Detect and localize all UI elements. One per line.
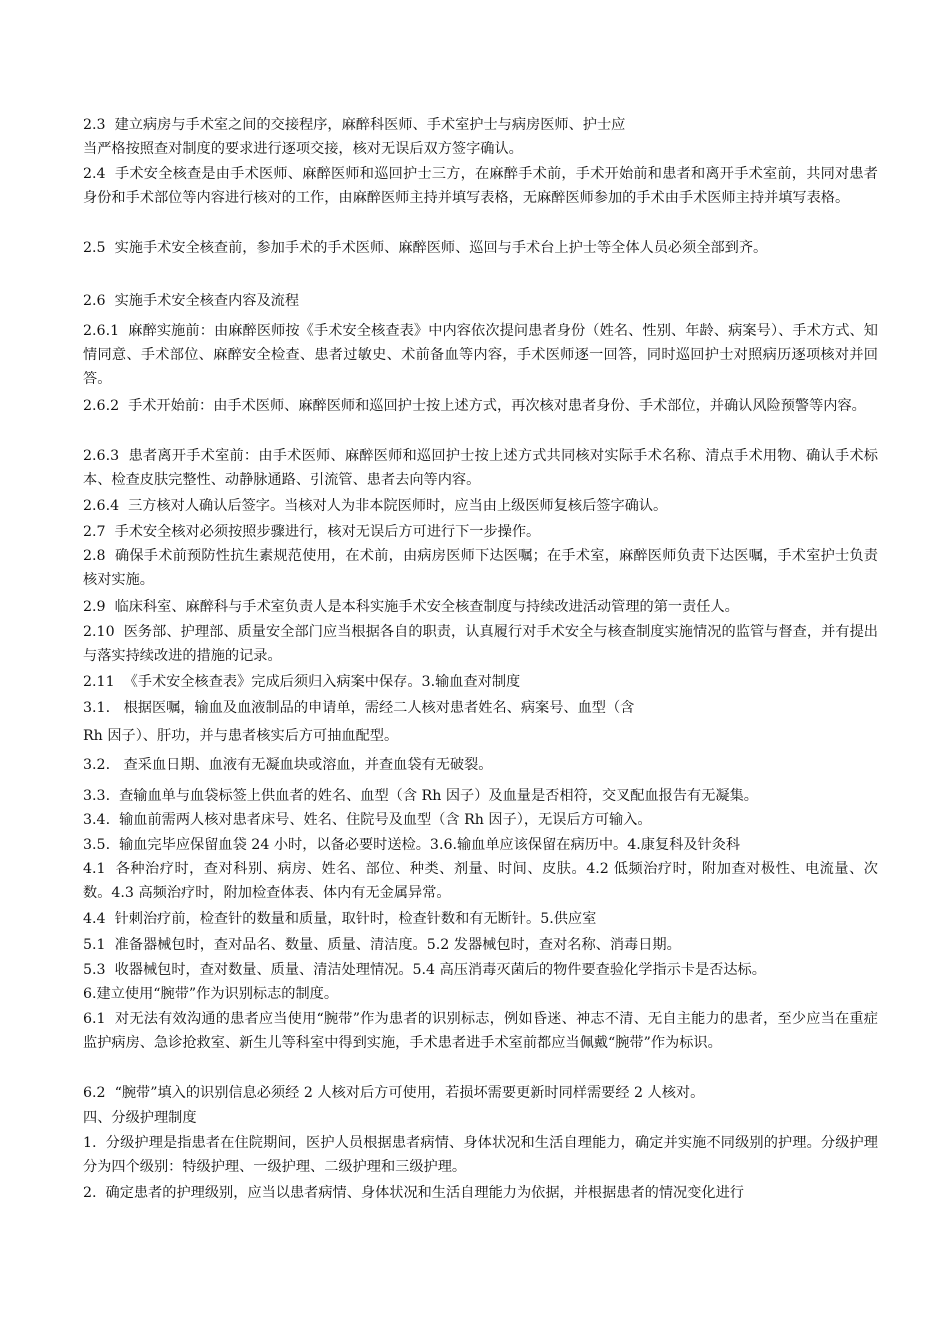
paragraph-2-9: 2.9 临床科室、麻醉科与手术室负责人是本科实施手术安全核查制度与持续改进活动管理的第一责任人。: [83, 599, 739, 615]
paragraph-2-7: 2.7 手术安全核对必须按照步骤进行，核对无误后方可进行下一步操作。: [83, 524, 541, 540]
paragraph-5-3: 5.3 收器械包时，查对数量、质量、清洁处理情况。5.4 高压消毒灭菌后的物件要查验化学指示卡是否达标。: [83, 962, 766, 978]
paragraph-3-5: 3.5. 输血完毕应保留血袋 24 小时，以备必要时送检。3.6.输血单应该保留在病历中。4.康复科及针灸科: [83, 837, 741, 853]
paragraph-4-point-2: 2. 确定患者的护理级别，应当以患者病情、身体状况和生活自理能力为依据，并根据患者的情况变化进行: [83, 1185, 744, 1201]
paragraph-2-10: 2.10 医务部、护理部、质量安全部门应当根据各自的职责，认真履行对手术安全与核查制度实施情况的监管与督查，并有提出与落实持续改进的措施的记录。: [83, 624, 878, 664]
paragraph-2-8: 2.8 确保手术前预防性抗生素规范使用，在术前，由病房医师下达医嘱；在手术室，麻醉医师负责下达医嘱，手术室护士负责核对实施。: [83, 548, 878, 588]
paragraph-3-3: 3.3. 查输血单与血袋标签上供血者的姓名、血型（含 Rh 因子）及血量是否相符，交叉配血报告有无凝集。: [83, 788, 758, 804]
paragraph-2-11: 2.11 《手术安全核查表》完成后须归入病案中保存。3.输血查对制度: [83, 674, 521, 690]
paragraph-5-1: 5.1 准备器械包时，查对品名、数量、质量、清洁度。5.2 发器械包时，查对名称、消毒日期。: [83, 937, 681, 953]
paragraph-4-point-1: 1. 分级护理是指患者在住院期间，医护人员根据患者病情、身体状况和生活自理能力，确定并实施不同级别的护理。分级护理分为四个级别：特级护理、一级护理、二级护理和三级护理。: [83, 1135, 878, 1175]
paragraph-3-2: 3.2. 查采血日期、血液有无凝血块或溶血，并查血袋有无破裂。: [83, 757, 493, 773]
paragraph-3-1-cont: Rh 因子）、肝功，并与患者核实后方可抽血配型。: [83, 728, 399, 744]
paragraph-2-6-3: 2.6.3 患者离开手术室前：由手术医师、麻醉医师和巡回护士按上述方式共同核对实际手术名称、清点手术用物、确认手术标本、检查皮肤完整性、动静脉通路、引流管、患者去向等内容。: [83, 448, 878, 488]
paragraph-4-1: 4.1 各种治疗时，查对科别、病房、姓名、部位、种类、剂量、时间、皮肤。4.2 低频治疗时，附加查对极性、电流量、次数。4.3 高频治疗时，附加检查体表、体内有无金属异常。: [83, 861, 878, 901]
paragraph-6-2: 6.2 “腕带”填入的识别信息必须经 2 人核对后方可使用，若损坏需要更新时同样需要经 2 人核对。: [83, 1085, 705, 1101]
paragraph-2-6-4: 2.6.4 三方核对人确认后签字。当核对人为非本院医师时，应当由上级医师复核后签字确认。: [83, 498, 668, 514]
paragraph-2-6-2: 2.6.2 手术开始前：由手术医师、麻醉医师和巡回护士按上述方式，再次核对患者身份、手术部位，并确认风险预警等内容。: [83, 398, 866, 414]
paragraph-2-5: 2.5 实施手术安全核查前，参加手术的手术医师、麻醉医师、巡回与手术台上护士等全体人员必须全部到齐。: [83, 240, 768, 256]
paragraph-4-4: 4.4 针刺治疗前，检查针的数量和质量，取针时，检查针数和有无断针。5.供应室: [83, 911, 597, 927]
paragraph-2-4: 2.4 手术安全核查是由手术医师、麻醉医师和巡回护士三方，在麻醉手术前，手术开始前和患者和离开手术室前，共同对患者身份和手术部位等内容进行核对的工作，由麻醉医师主持并填写表格，无麻醉医师参加的手术由手术医师主持并填写表格。: [83, 166, 878, 206]
paragraph-6: 6.建立使用“腕带”作为识别标志的制度。: [83, 986, 339, 1002]
paragraph-6-1: 6.1 对无法有效沟通的患者应当使用“腕带”作为患者的识别标志，例如昏迷、神志不清、无自主能力的患者，至少应当在重症监护病房、急诊抢救室、新生儿等科室中得到实施，手术患者进手术室前都应当佩戴“腕带”作为标识。: [83, 1011, 878, 1051]
paragraph-2-6: 2.6 实施手术安全核查内容及流程: [83, 293, 300, 309]
paragraph-2-6-1: 2.6.1 麻醉实施前：由麻醉医师按《手术安全核查表》中内容依次提问患者身份（姓名、性别、年龄、病案号）、手术方式、知情同意、手术部位、麻醉安全检查、患者过敏史、术前备血等内容，手术医师逐一回答，同时巡回护士对照病历逐项核对并回答。: [83, 323, 878, 387]
paragraph-2-3: 2.3 建立病房与手术室之间的交接程序，麻醉科医师、手术室护士与病房医师、护士应 当严格按照查对制度的要求进行逐项交接，核对无误后双方签字确认。: [83, 117, 626, 157]
paragraph-3-1: 3.1. 根据医嘱，输血及血液制品的申请单，需经二人核对患者姓名、病案号、血型（含: [83, 700, 635, 716]
paragraph-3-4: 3.4. 输血前需两人核对患者床号、姓名、住院号及血型（含 Rh 因子），无误后方可输入。: [83, 812, 652, 828]
section-heading-4: 四、分级护理制度: [83, 1110, 197, 1126]
